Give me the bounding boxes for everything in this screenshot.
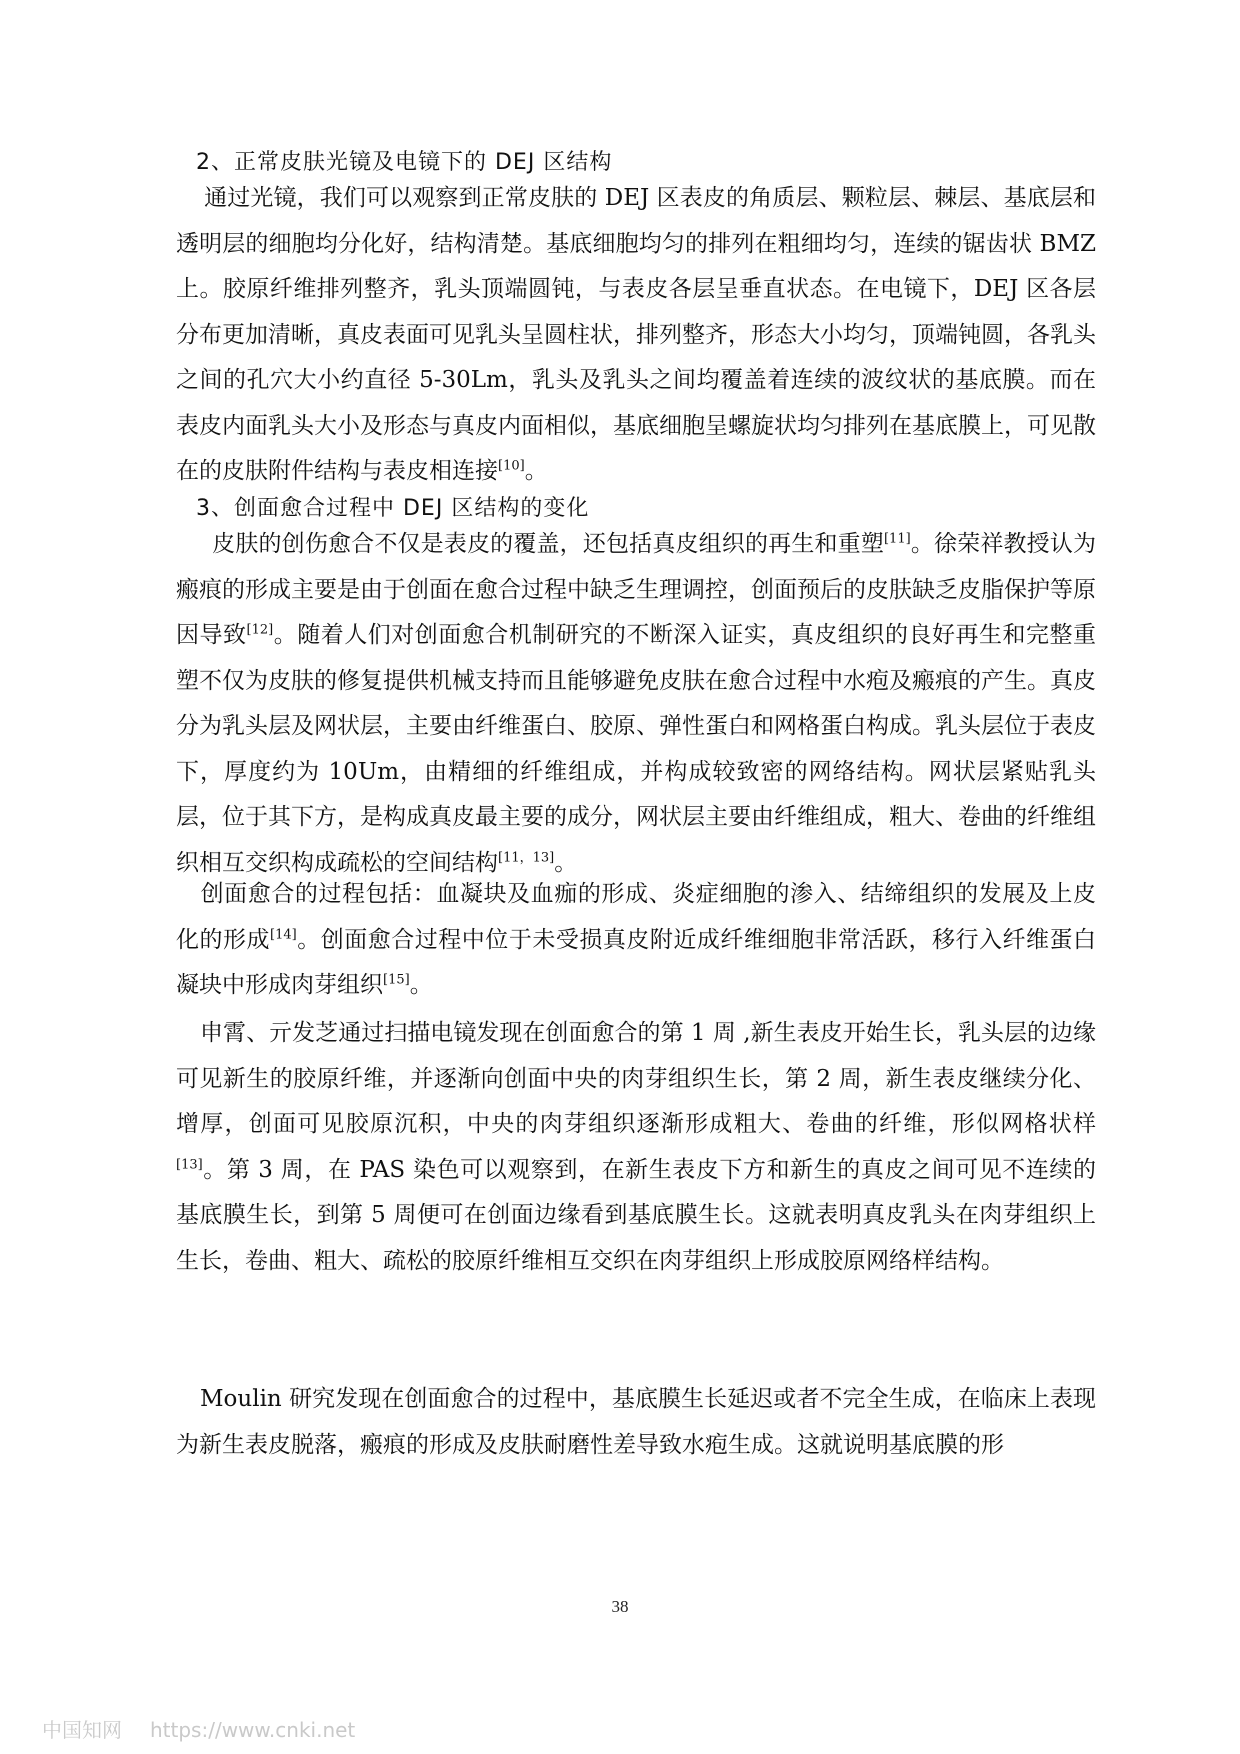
citation-ref: [15] <box>383 972 410 988</box>
watermark-logo-text: 中国知网 <box>42 1718 122 1742</box>
section-2-heading: 2、正常皮肤光镜及电镜下的 DEJ 区结构 <box>196 150 613 175</box>
watermark-url: https://www.cnki.net <box>150 1718 356 1742</box>
paragraph-text: 。创面愈合过程中位于未受损真皮附近成纤维细胞非常活跃，移行入纤维蛋白凝块中形成肉芽组织 <box>176 926 1097 998</box>
paragraph-end: 。 <box>524 458 548 484</box>
paragraph-text: 。第 3 周，在 PAS 染色可以观察到，在新生表皮下方和新生的真皮之间可见不连续的基底膜生长，到第 5 周便可在创面边缘看到基底膜生长。这就表明真皮乳头在肉芽组织上生长，卷曲、粗大、疏松的胶原纤维相互交织在肉芽组织上形成胶原网络样结构。 <box>176 1156 1096 1274</box>
paragraph-end: 。 <box>409 972 433 998</box>
paragraph-wound-healing-dermis <box>176 522 1096 886</box>
citation-ref: [14] <box>270 926 297 942</box>
citation-ref: [11，13] <box>498 849 555 865</box>
paragraph-text: 。徐荣祥教授认为瘢痕的形成主要是由于创面在愈合过程中缺乏生理调控，创面预后的皮肤缺乏皮脂保护等原因导致 <box>176 531 1097 648</box>
paragraph-healing-process <box>176 872 1096 1009</box>
cnki-watermark <box>42 1714 355 1743</box>
paragraph-end: 。 <box>554 849 578 876</box>
citation-ref: [11] <box>883 531 911 547</box>
section-3-heading: 3、创面愈合过程中 DEJ 区结构的变化 <box>196 496 590 521</box>
paragraph-electron-microscope-findings <box>176 1011 1096 1284</box>
paragraph-text: 皮肤的创伤愈合不仅是表皮的覆盖，还包括真皮组织的再生和重塑 <box>212 531 884 557</box>
paragraph-text: 通过光镜，我们可以观察到正常皮肤的 DEJ 区表皮的角质层、颗粒层、棘层、基底层和透明层的细胞均分化好，结构清楚。基底细胞均匀的排列在粗细均匀，连续的锯齿状 BMZ 上。胶原纤维排列整齐，乳头顶端圆钝，与表皮各层呈垂直状态。在电镜下，DEJ 区各层分布更加清晰，真皮表面可见乳头呈圆柱状，排列整齐，形态大小均匀，顶端钝圆，各乳头之间的孔穴大小约直径 5-30Lm，乳头及乳头之间均覆盖着连续的波纹状的基底膜。而在表皮内面乳头大小及形态与真皮内面相似，基底细胞呈螺旋状均匀排列在基底膜上，可见散在的皮肤附件结构与表皮相连接 <box>176 185 1096 484</box>
paragraph-normal-skin-dej <box>176 176 1096 495</box>
citation-ref: [13] <box>176 1156 203 1172</box>
citation-ref: [12] <box>246 622 274 638</box>
paragraph-text: 申霄、亓发芝通过扫描电镜发现在创面愈合的第 1 周 ,新生表皮开始生长，乳头层的边缘可见新生的胶原纤维，并逐渐向创面中央的肉芽组织生长，第 2 周，新生表皮继续分化、增厚，创面可见胶原沉积，中央的肉芽组织逐渐形成粗大、卷曲的纤维，形似网格状样 <box>176 1020 1096 1137</box>
paragraph-text: 创面愈合的过程包括：血凝块及血痂的形成、炎症细胞的渗入、结缔组织的发展及上皮化的形成 <box>176 881 1096 953</box>
page-number: 38 <box>611 1597 629 1616</box>
paragraph-moulin-study <box>176 1377 1096 1468</box>
citation-ref: [10] <box>498 458 525 474</box>
paragraph-text: Moulin 研究发现在创面愈合的过程中，基底膜生长延迟或者不完全生成，在临床上表现为新生表皮脱落，瘢痕的形成及皮肤耐磨性差导致水疱生成。这就说明基底膜的形 <box>176 1386 1096 1458</box>
paragraph-text: 。随着人们对创面愈合机制研究的不断深入证实，真皮组织的良好再生和完整重塑不仅为皮肤的修复提供机械支持而且能够避免皮肤在愈合过程中水疱及瘢痕的产生。真皮分为乳头层及网状层，主要由纤维蛋白、胶原、弹性蛋白和网格蛋白构成。乳头层位于表皮下，厚度约为 10Um，由精细的纤维组成，并构成较致密的网络结构。网状层紧贴乳头层，位于其下方，是构成真皮最主要的成分，网状层主要由纤维组成，粗大、卷曲的纤维组织相互交织构成疏松的空间结构 <box>176 622 1097 876</box>
